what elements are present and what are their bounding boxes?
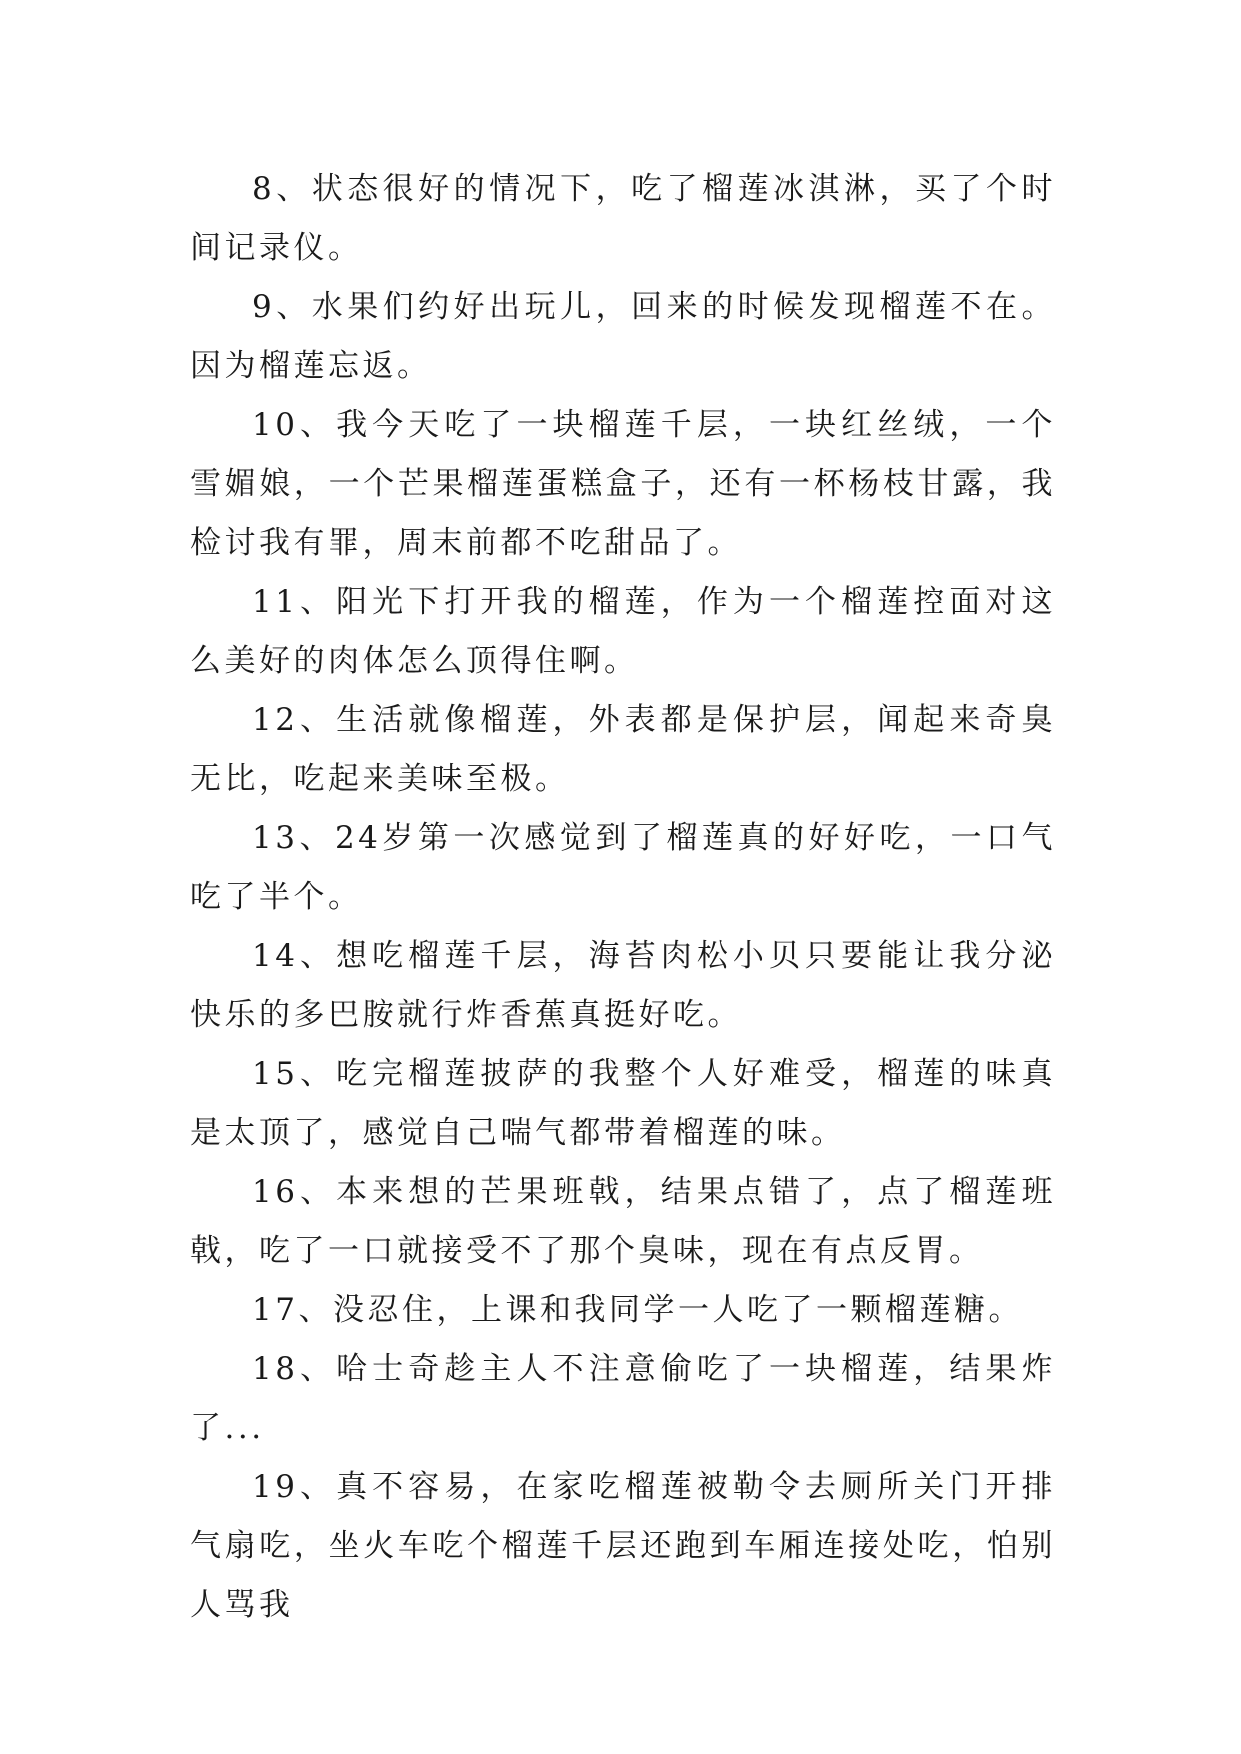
paragraph-11: 11、阳光下打开我的榴莲，作为一个榴莲控面对这么美好的肉体怎么顶得住啊。 [190,584,1056,679]
paragraph-9: 9、水果们约好出玩儿，回来的时候发现榴莲不在。因为榴莲忘返。 [190,289,1056,384]
paragraph-8: 8、状态很好的情况下，吃了榴莲冰淇淋，买了个时间记录仪。 [190,171,1056,266]
document-body [190,160,1056,1635]
paragraph-19: 19、真不容易，在家吃榴莲被勒令去厕所关门开排气扇吃，坐火车吃个榴莲千层还跑到车厢连接处吃，怕别人骂我 [190,1469,1056,1623]
paragraph-14: 14、想吃榴莲千层，海苔肉松小贝只要能让我分泌快乐的多巴胺就行炸香蕉真挺好吃。 [190,938,1056,1033]
paragraph-13: 13、24岁第一次感觉到了榴莲真的好好吃，一口气吃了半个。 [190,820,1056,915]
paragraph-16: 16、本来想的芒果班戟，结果点错了，点了榴莲班戟，吃了一口就接受不了那个臭味，现在有点反胃。 [190,1174,1056,1269]
paragraph-18: 18、哈士奇趁主人不注意偷吃了一块榴莲，结果炸了... [190,1351,1056,1446]
paragraph-15: 15、吃完榴莲披萨的我整个人好难受，榴莲的味真是太顶了，感觉自己喘气都带着榴莲的味。 [190,1056,1056,1151]
paragraph-10: 10、我今天吃了一块榴莲千层，一块红丝绒，一个雪媚娘，一个芒果榴莲蛋糕盒子，还有一杯杨枝甘露，我检讨我有罪，周末前都不吃甜品了。 [190,407,1056,561]
paragraph-12: 12、生活就像榴莲，外表都是保护层，闻起来奇臭无比，吃起来美味至极。 [190,702,1056,797]
paragraph-17: 17、没忍住，上课和我同学一人吃了一颗榴莲糖。 [252,1292,1023,1328]
